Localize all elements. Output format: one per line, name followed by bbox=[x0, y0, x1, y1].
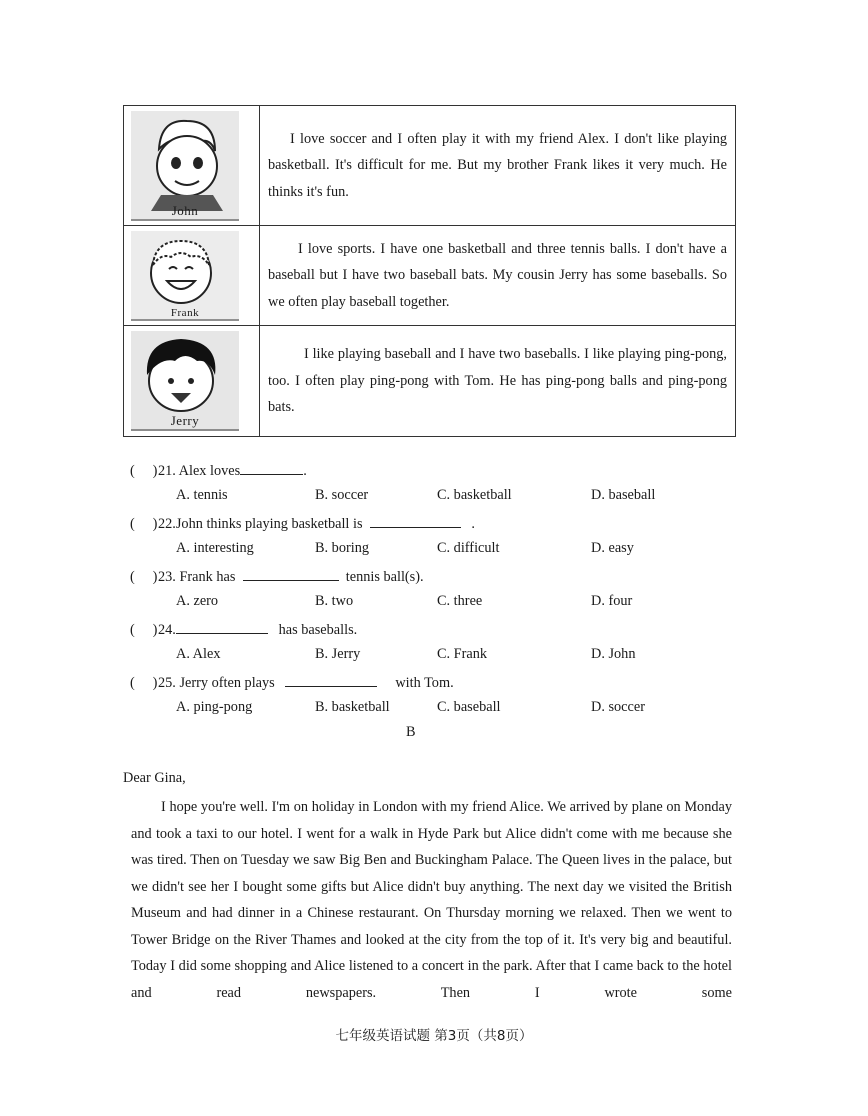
answer-blank[interactable] bbox=[285, 673, 377, 687]
question-text: 21. Alex loves bbox=[158, 463, 241, 479]
option-d[interactable]: D. four bbox=[591, 593, 633, 609]
answer-paren[interactable]: ( ) bbox=[130, 569, 158, 585]
option-b[interactable]: B. basketball bbox=[315, 699, 390, 715]
option-b[interactable]: B. Jerry bbox=[315, 646, 361, 662]
answer-paren[interactable]: ( ) bbox=[130, 516, 158, 532]
profile-row-frank bbox=[124, 226, 736, 326]
section-label: B bbox=[406, 724, 416, 740]
question-text: 22.John thinks playing basketball is bbox=[158, 516, 363, 532]
profile-picture-cell bbox=[124, 326, 260, 437]
question-22 bbox=[130, 514, 475, 533]
option-d[interactable]: D. easy bbox=[591, 540, 634, 556]
question-text-after: with Tom. bbox=[395, 675, 454, 691]
answer-blank[interactable] bbox=[176, 620, 268, 634]
avatar-caption: Frank bbox=[170, 306, 200, 319]
profile-row-jerry bbox=[124, 326, 736, 437]
avatar-caption: John bbox=[171, 202, 199, 218]
question-24 bbox=[130, 620, 357, 639]
answer-blank[interactable] bbox=[370, 514, 461, 528]
page-footer: 七年级英语试题 第3页（共8页） bbox=[335, 1028, 533, 1044]
answer-blank[interactable] bbox=[240, 461, 303, 475]
option-a[interactable]: A. interesting bbox=[176, 540, 254, 556]
frank-avatar bbox=[131, 231, 239, 321]
answer-paren[interactable]: ( ) bbox=[130, 622, 158, 638]
option-b[interactable]: B. soccer bbox=[315, 487, 369, 503]
profile-text-cell bbox=[260, 326, 736, 437]
option-b[interactable]: B. two bbox=[315, 593, 354, 609]
question-21 bbox=[130, 461, 307, 480]
answer-paren[interactable]: ( ) bbox=[130, 675, 158, 691]
option-c[interactable]: C. three bbox=[437, 593, 483, 609]
option-a[interactable]: A. Alex bbox=[176, 646, 221, 662]
profile-picture-cell bbox=[124, 106, 260, 226]
letter-salutation: Dear Gina, bbox=[123, 770, 186, 786]
option-c[interactable]: C. baseball bbox=[437, 699, 501, 715]
question-23 bbox=[130, 567, 424, 586]
profile-text: I like playing baseball and I have two baseballs. I like playing ping-pong, too. I often play ping-pong with Tom. He has ping-pong balls and ping-pong bats. bbox=[268, 346, 727, 416]
option-a[interactable]: A. zero bbox=[176, 593, 219, 609]
option-c[interactable]: C. Frank bbox=[437, 646, 488, 662]
option-c[interactable]: C. difficult bbox=[437, 540, 500, 556]
profile-picture-cell bbox=[124, 226, 260, 326]
option-d[interactable]: D. John bbox=[591, 646, 636, 662]
option-c[interactable]: C. basketball bbox=[437, 487, 512, 503]
answer-blank[interactable] bbox=[243, 567, 339, 581]
profile-table bbox=[123, 105, 736, 437]
question-text: 24. bbox=[158, 622, 176, 638]
profile-text: I love soccer and I often play it with my friend Alex. I don't like playing basketball. It's difficult for me. But my brother Frank likes it very much. He thinks it's fun. bbox=[268, 130, 727, 200]
option-d[interactable]: D. baseball bbox=[591, 487, 656, 503]
question-text-after: tennis ball(s). bbox=[345, 569, 424, 585]
option-d[interactable]: D. soccer bbox=[591, 699, 645, 715]
option-a[interactable]: A. tennis bbox=[176, 487, 228, 503]
profile-text: I love sports. I have one basketball and three tennis balls. I don't have a baseball but I have two baseball bats. My cousin Jerry has some baseballs. So we often play baseball together. bbox=[268, 240, 727, 310]
john-avatar bbox=[131, 111, 239, 221]
question-text-after: . bbox=[303, 463, 307, 479]
question-text: 25. Jerry often plays bbox=[158, 675, 275, 691]
answer-paren[interactable]: ( ) bbox=[130, 463, 158, 479]
question-text-after: . bbox=[471, 516, 475, 532]
option-b[interactable]: B. boring bbox=[315, 540, 370, 556]
question-text-after: has baseballs. bbox=[278, 622, 358, 638]
profile-row-john bbox=[124, 106, 736, 226]
profile-text-cell bbox=[260, 226, 736, 326]
profile-text-cell bbox=[260, 106, 736, 226]
question-text: 23. Frank has bbox=[158, 569, 236, 585]
question-25 bbox=[130, 673, 454, 692]
option-a[interactable]: A. ping-pong bbox=[176, 699, 253, 715]
avatar-caption: Jerry bbox=[170, 413, 200, 428]
jerry-avatar bbox=[131, 331, 239, 431]
letter-body: I hope you're well. I'm on holiday in London with my friend Alice. We arrived by plane on Monday and took a taxi to our hotel. I went for a walk in Hyde Park but Alice didn't come with me because she was tired. Then on Tuesday we saw Big Ben and Buckingham Palace. The Queen lives in the palace, but we didn't see her I bought some gifts but Alice didn't buy anything. The next day we visited the British Museum and had dinner in a Chinese restaurant. On Thursday morning we relaxed. Then we went to Tower Bridge on the River Thames and looked at the city from the top of it. It's very big and beautiful. Today I did some shopping and Alice listened to a concert in the park. After that I came back to the hotel and read newspapers. Then I wrote some bbox=[131, 799, 732, 1001]
